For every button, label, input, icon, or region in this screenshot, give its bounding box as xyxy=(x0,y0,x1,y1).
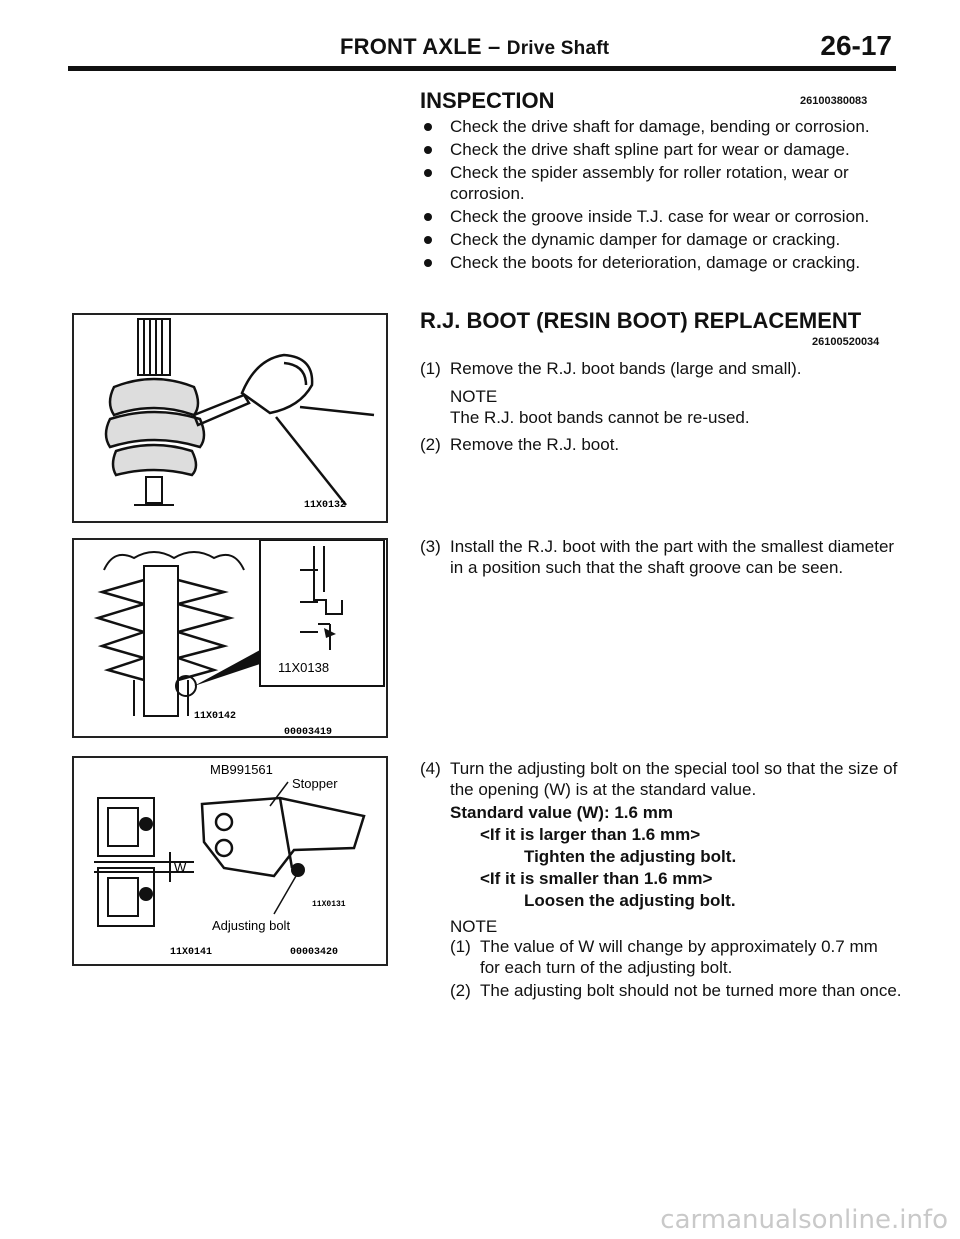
note-label: NOTE xyxy=(450,387,498,406)
step-number: (2) xyxy=(420,435,441,454)
figure-id: 00003419 xyxy=(284,727,333,736)
figure-boot-band-removal xyxy=(72,313,388,523)
inspection-item: Check the dynamic damper for damage or cracking. xyxy=(420,229,900,250)
section-title: FRONT AXLE xyxy=(340,34,482,59)
inspection-item: Check the spider assembly for roller rotation, wear or corrosion. xyxy=(420,162,900,204)
special-tool-illustration xyxy=(74,758,386,964)
standard-value: Standard value (W): 1.6 mm xyxy=(450,803,673,822)
boot-band-illustration xyxy=(74,315,386,521)
rj-note-1 xyxy=(450,386,900,428)
stopper-label: Stopper xyxy=(292,776,338,791)
inspection-code: 26100380083 xyxy=(800,95,868,107)
figure-label: 11X0132 xyxy=(304,500,347,511)
tool-number-label: MB991561 xyxy=(210,762,273,777)
note-text: The adjusting bolt should not be turned more than once. xyxy=(480,981,902,1000)
page-number: 26-17 xyxy=(820,30,892,61)
step-text: Install the R.J. boot with the part with the smallest diameter in a position such that the shaft groove can be seen. xyxy=(450,537,895,577)
condition-smaller: <If it is smaller than 1.6 mm> xyxy=(480,869,713,888)
step-text: Remove the R.J. boot. xyxy=(450,435,620,454)
title-separator: – xyxy=(488,34,501,59)
rj-step-3 xyxy=(420,536,902,578)
adjusting-bolt-label: Adjusting bolt xyxy=(212,918,291,933)
figure-special-tool xyxy=(72,756,388,966)
figure-label: 11X0142 xyxy=(194,711,237,722)
figure-boot-install xyxy=(72,538,388,738)
section-subtitle: Drive Shaft xyxy=(506,38,610,59)
step-number: (3) xyxy=(420,537,441,556)
rj-heading: R.J. BOOT (RESIN BOOT) REPLACEMENT xyxy=(420,308,862,333)
inspection-item: Check the drive shaft spline part for wear or damage. xyxy=(420,139,900,160)
site-watermark: carmanualsonline.info xyxy=(660,1205,948,1235)
inspection-heading: INSPECTION xyxy=(420,88,555,113)
header-rule xyxy=(68,66,896,71)
condition-larger: <If it is larger than 1.6 mm> xyxy=(480,825,701,844)
note-text: The value of W will change by approximately 0.7 mm for each turn of the adjusting bolt. xyxy=(480,937,878,977)
step-text: Remove the R.J. boot bands (large and small). xyxy=(450,359,802,378)
inspection-list xyxy=(420,116,900,275)
note-number: (1) xyxy=(450,937,471,956)
step-text: Turn the adjusting bolt on the special tool so that the size of the opening (W) is at the standard value. xyxy=(450,759,898,799)
rj-code: 26100520034 xyxy=(812,336,880,348)
step-number: (1) xyxy=(420,359,441,378)
inspection-item: Check the groove inside T.J. case for wear or corrosion. xyxy=(420,206,900,227)
rj-step-1 xyxy=(420,358,900,379)
note-2-item-1 xyxy=(450,936,902,978)
action-loosen: Loosen the adjusting bolt. xyxy=(524,891,736,910)
note-2-label: NOTE xyxy=(450,917,498,936)
note-2-item-2 xyxy=(450,980,902,1001)
small-figure-label: 11X0131 xyxy=(312,900,346,909)
boot-install-illustration xyxy=(74,540,386,736)
page-header-title xyxy=(340,34,609,60)
figure-label: 11X0141 xyxy=(170,947,213,958)
rj-step-4 xyxy=(420,758,902,800)
inspection-item: Check the drive shaft for damage, bending or corrosion. xyxy=(420,116,900,137)
inspection-item: Check the boots for deterioration, damage or cracking. xyxy=(420,252,900,273)
step-number: (4) xyxy=(420,759,441,778)
figure-id: 00003420 xyxy=(290,947,339,958)
w-label: W xyxy=(174,860,187,875)
inset-label: 11X0138 xyxy=(278,660,330,675)
note-text: The R.J. boot bands cannot be re-used. xyxy=(450,408,750,427)
action-tighten: Tighten the adjusting bolt. xyxy=(524,847,737,866)
note-number: (2) xyxy=(450,981,471,1000)
rj-step-2 xyxy=(420,434,900,455)
